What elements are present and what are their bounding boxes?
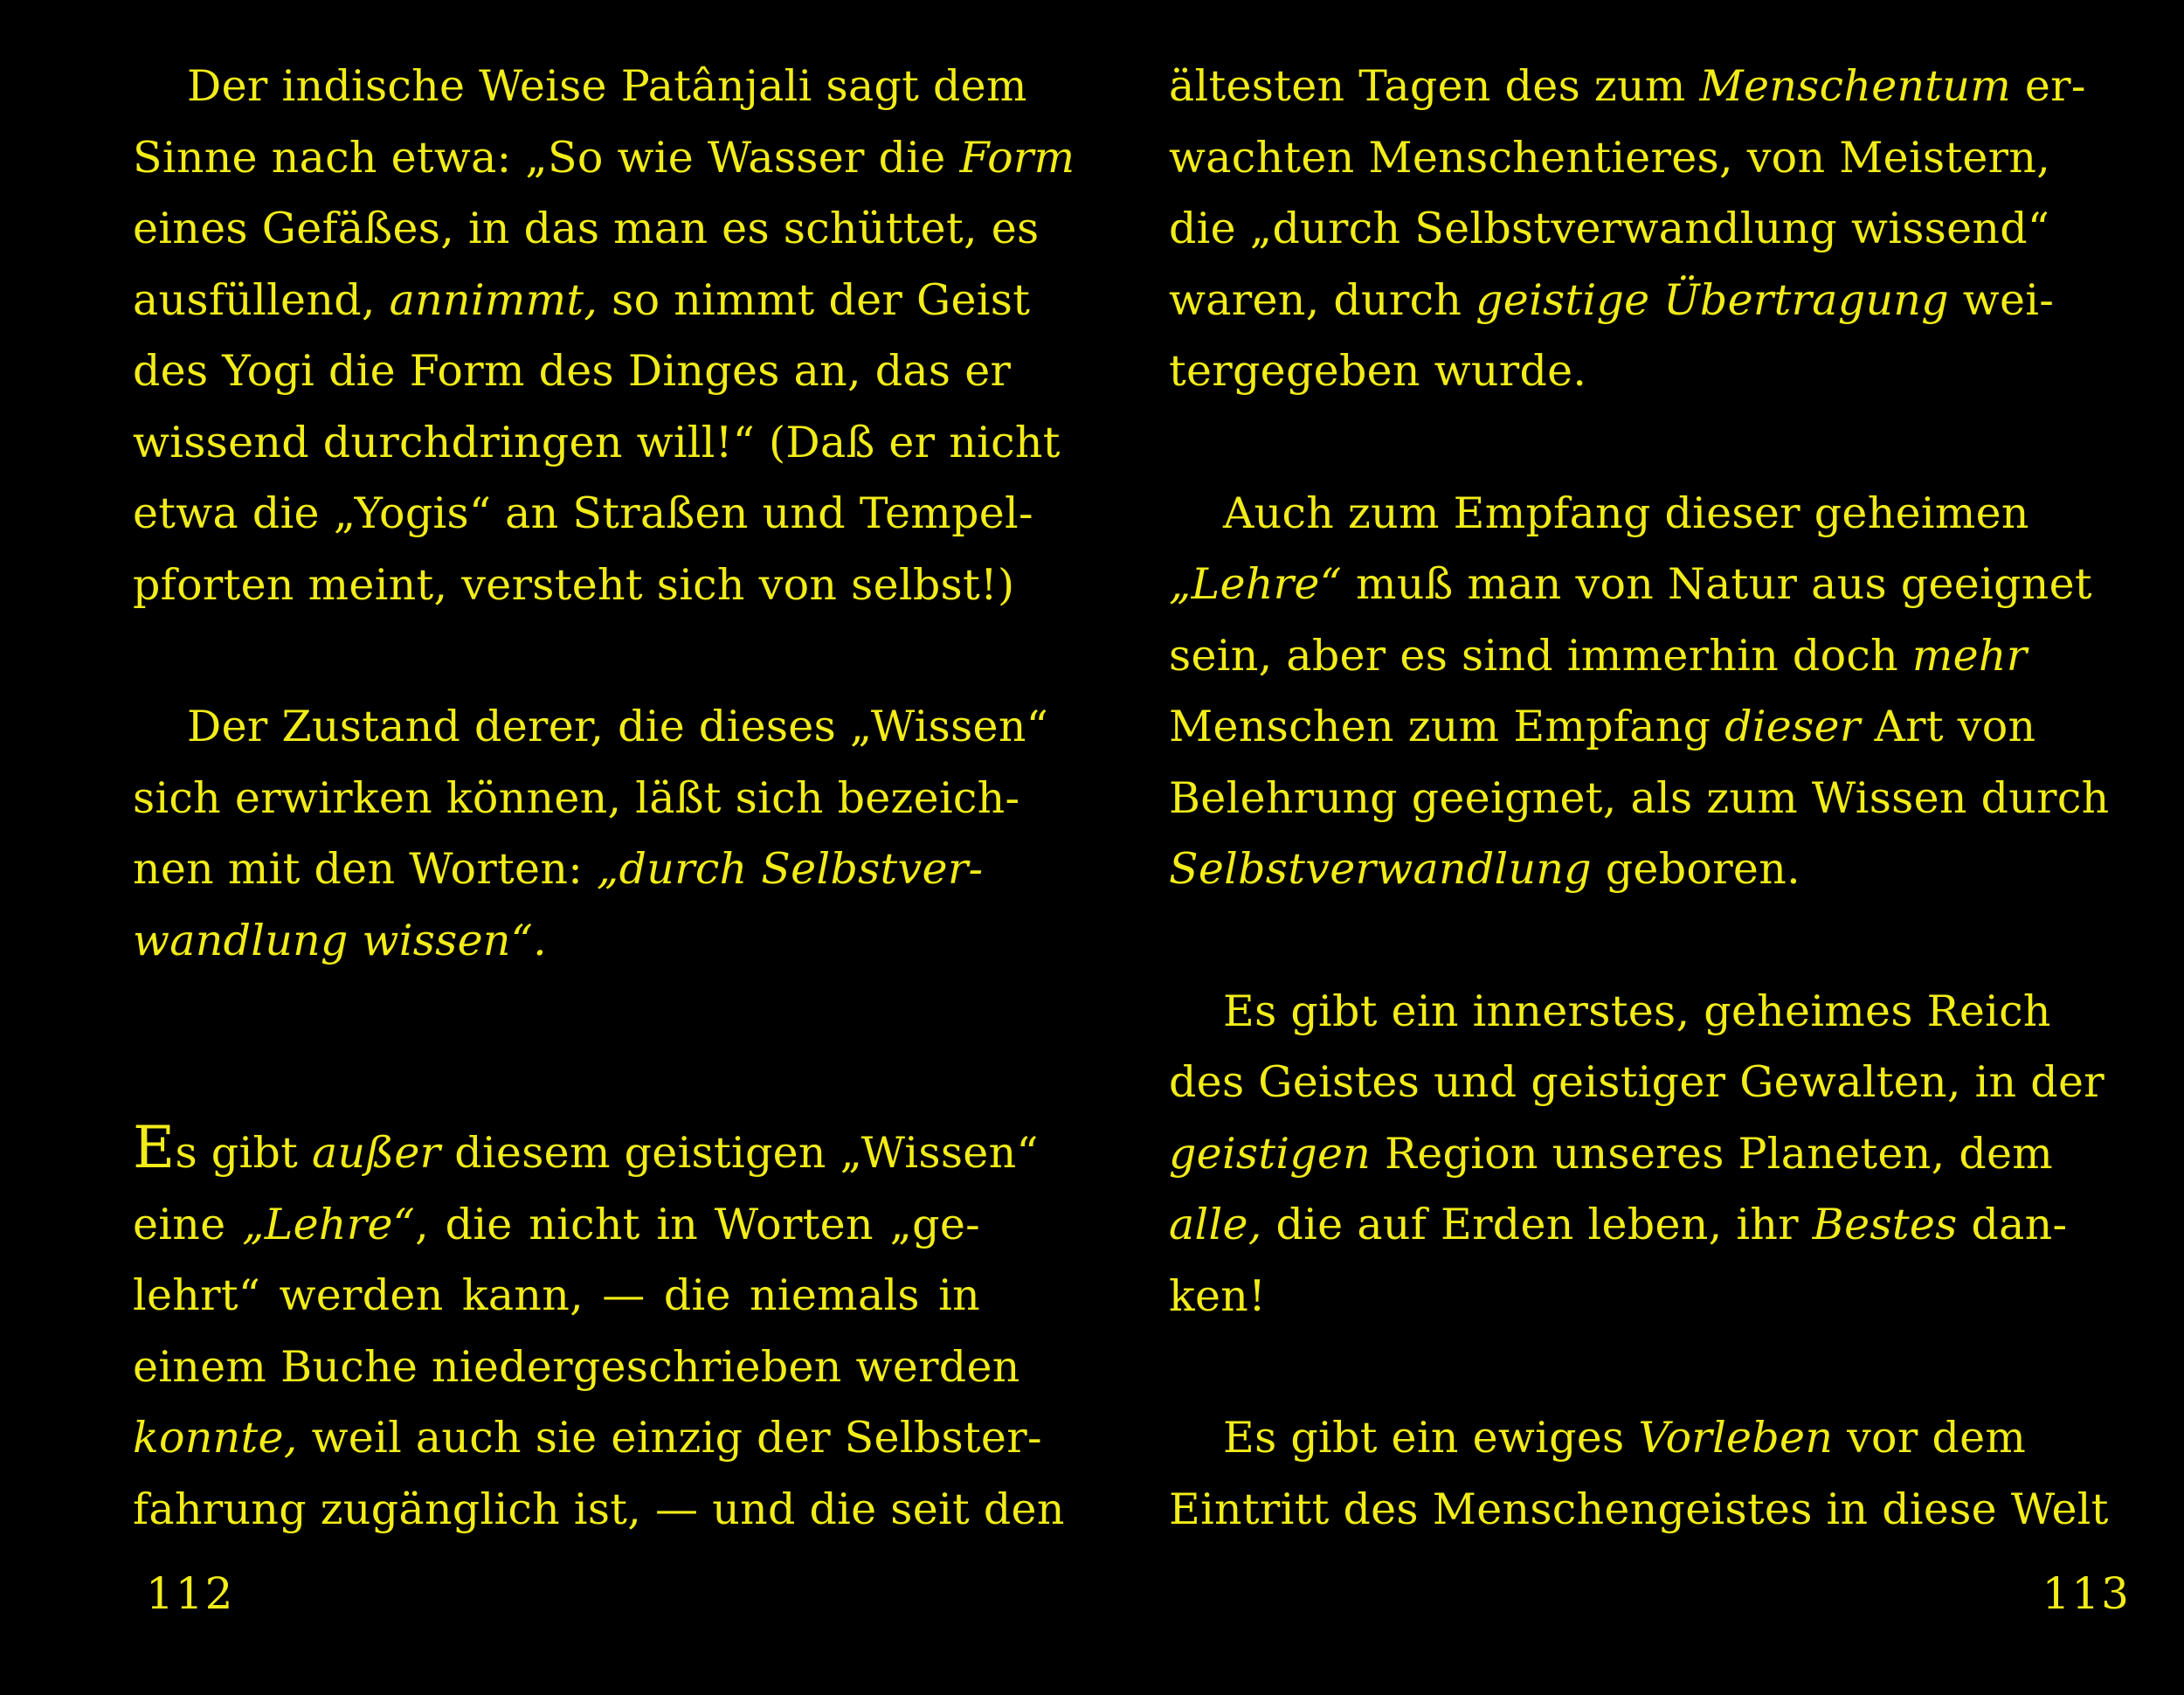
text-line: Auch zum Empfang dieser geheimen <box>1223 488 2029 538</box>
text-line: ältesten Tagen des zum Menschentum er- <box>1169 61 2086 111</box>
emphasis-text: Vorleben <box>1638 1413 1834 1463</box>
text-line <box>133 905 980 977</box>
emphasis-text: geistigen <box>1169 1128 1372 1179</box>
paragraph <box>1169 976 2105 1332</box>
right-text-column <box>1169 51 2110 1545</box>
text-line: Selbstverwandlung geboren. <box>1169 844 1800 894</box>
paragraph-with-initial <box>133 1114 1065 1545</box>
text-line: geistigen Region unseres Planeten, dem <box>1169 1128 2054 1179</box>
paragraph <box>1169 478 2110 905</box>
emphasis-text: konnte, <box>133 1413 298 1463</box>
text-line: des Yogi die Form des Dinges an, das er <box>133 346 1012 396</box>
emphasis-text: Form <box>959 132 1075 183</box>
emphasis-text: Bestes <box>1812 1200 1958 1249</box>
paragraph <box>133 51 1075 620</box>
text-line: eine „Lehre“, die nicht in Worten „ge- <box>133 1199 980 1249</box>
paragraph-gap <box>1169 905 2021 976</box>
emphasis-text: „Lehre“ <box>1169 559 1343 609</box>
emphasis-text: annimmt, <box>389 274 598 325</box>
text-line: eines Gefäßes, in das man es schüttet, es <box>133 204 1040 253</box>
text-line: ausfüllend, annimmt, so nimmt der Geist <box>133 274 1031 325</box>
emphasis-text: Menschentum <box>1699 61 2011 111</box>
text-line: nen mit den Worten: „durch Selbstver- <box>133 844 984 894</box>
text-line: konnte, weil auch sie einzig der Selbster- <box>133 1413 1042 1463</box>
text-line: wachten Menschentieres, von Meistern, <box>1169 132 2051 183</box>
paragraph-gap <box>1169 407 2021 478</box>
emphasis-text: außer <box>311 1128 441 1178</box>
initial-letter: E <box>133 1114 176 1181</box>
text-line: Es gibt ein innerstes, geheimes Reich <box>1223 986 2051 1036</box>
text-line: ken! <box>1169 1270 1267 1321</box>
text-line: waren, durch geistige Übertragung wei- <box>1169 274 2055 325</box>
text-line: sich erwirken können, läßt sich bezeich- <box>133 772 1020 823</box>
emphasis-text: mehr <box>1911 630 2028 681</box>
text-line: Der Zustand derer, die dieses „Wissen“ <box>187 702 1049 751</box>
text-line: des Geistes und geistiger Gewalten, in der <box>1169 1057 2105 1107</box>
text-line: Der indische Weise Patânjali sagt dem <box>187 61 1027 111</box>
emphasis-text: wandlung wissen“. <box>133 915 547 965</box>
emphasis-text: „durch Selbstver- <box>596 844 984 894</box>
text-line: einem Buche niedergeschrieben werden <box>133 1341 1020 1392</box>
emphasis-text: alle, <box>1169 1200 1262 1249</box>
text-line: wissend durchdringen will!“ (Daß er nicht <box>133 417 1061 467</box>
text-line: „Lehre“ muß man von Natur aus geeignet <box>1169 559 2092 609</box>
text-line: Menschen zum Empfang dieser Art von <box>1169 702 2036 751</box>
emphasis-text: dieser <box>1724 702 1861 751</box>
text-line: Es gibt ein ewiges Vorleben vor dem <box>1223 1413 2027 1463</box>
text-line: Eintritt des Menschengeistes in diese Welt <box>1169 1484 2109 1534</box>
emphasis-text: geistige Übertragung <box>1476 274 1949 325</box>
section-gap <box>133 976 980 1117</box>
paragraph <box>1169 1402 2109 1545</box>
page-number: 112 <box>146 1568 235 1619</box>
text-line: etwa die „Yogis“ an Straßen und Tempel- <box>133 488 1033 538</box>
paragraph-gap <box>1169 1332 2021 1402</box>
paragraph <box>1169 51 2086 407</box>
left-text-column <box>133 51 1075 1545</box>
text-line: fahrung zugänglich ist, — und die seit den <box>133 1484 1065 1534</box>
text-line: alle, die auf Erden leben, ihr Bestes dan- <box>1169 1200 2068 1249</box>
emphasis-text: Selbstverwandlung <box>1169 844 1592 894</box>
right-page <box>1092 0 2184 1695</box>
text-line: sein, aber es sind immerhin doch mehr <box>1169 630 2028 681</box>
text-line: Sinne nach etwa: „So wie Wasser die Form <box>133 132 1075 183</box>
text-line: pforten meint, versteht sich von selbst!) <box>133 559 1015 610</box>
text-line: Belehrung geeignet, als zum Wissen durch <box>1169 772 2110 823</box>
text-line: Es gibt außer diesem geistigen „Wissen“ <box>133 1114 1039 1181</box>
paragraph <box>133 691 1049 976</box>
text-line: lehrt“ werden kann, — die niemals in <box>133 1270 980 1320</box>
paragraph-gap <box>133 620 980 691</box>
emphasis-text: „Lehre“ <box>242 1199 416 1249</box>
text-line: tergegeben wurde. <box>1169 346 1587 396</box>
text-line: die „durch Selbstverwandlung wissend“ <box>1169 204 2050 253</box>
page-number: 113 <box>2042 1568 2131 1619</box>
